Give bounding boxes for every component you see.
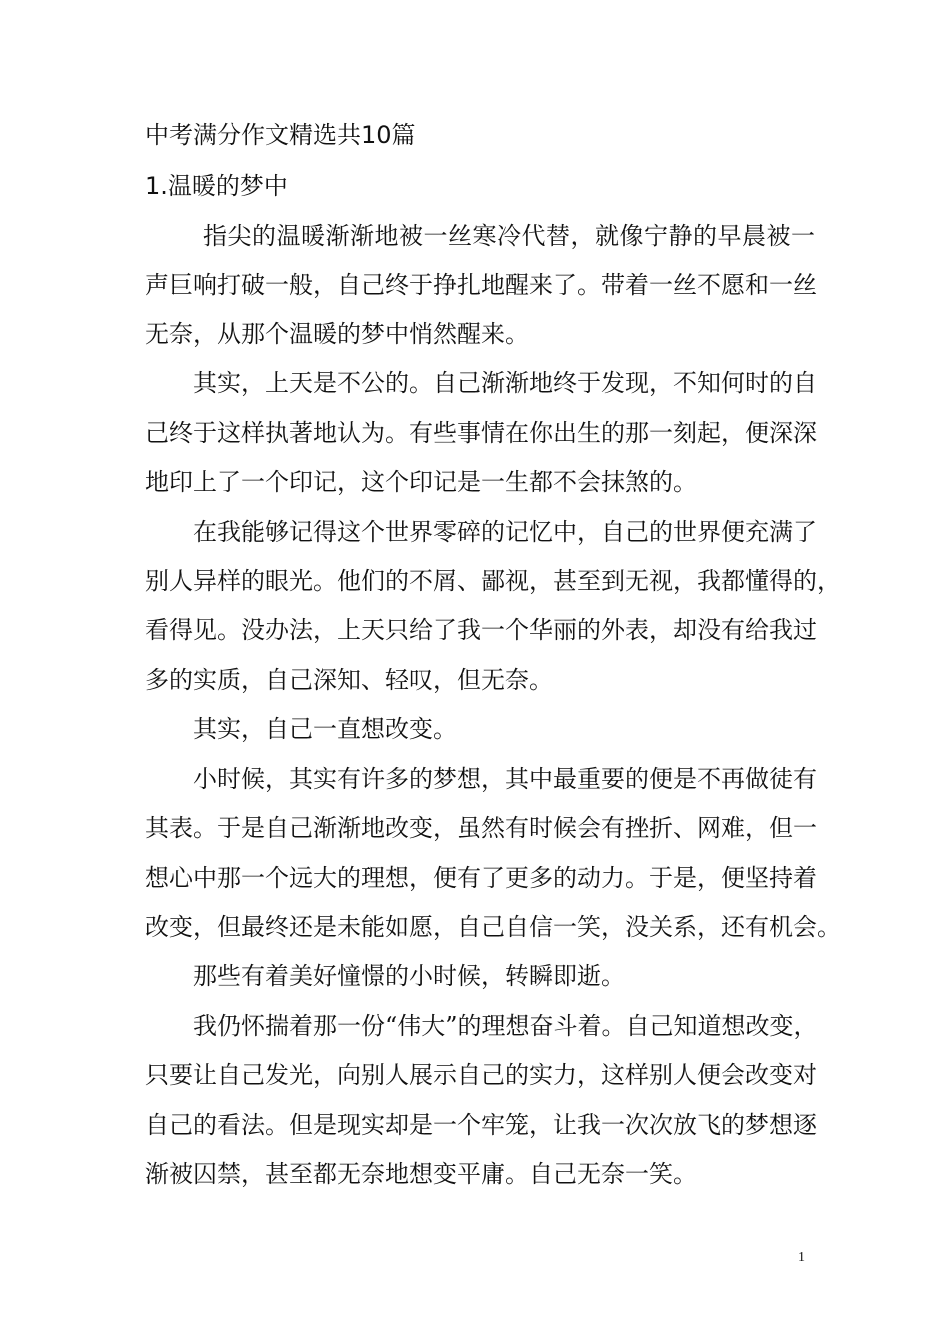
paragraph-line: 渐被囚禁，甚至都无奈地想变平庸。自己无奈一笑。 — [145, 1160, 697, 1188]
paragraph-line: 指尖的温暖渐渐地被一丝寒冷代替，就像宁静的早晨被一 — [203, 222, 815, 250]
paragraph-line: 无奈，从那个温暖的梦中悄然醒来。 — [145, 320, 529, 348]
paragraph-line: 其表。于是自己渐渐地改变，虽然有时候会有挫折、网难，但一 — [145, 814, 817, 842]
paragraph-line: 声巨响打破一般，自己终于挣扎地醒来了。带着一丝不愿和一丝 — [145, 271, 817, 299]
section-heading: 1.温暖的梦中 — [145, 172, 288, 200]
paragraph-line: 想心中那一个远大的理想，便有了更多的动力。于是，便坚持着 — [145, 864, 817, 892]
paragraph-line: 小时候，其实有许多的梦想，其中最重要的便是不再做徒有 — [193, 765, 817, 793]
paragraph-line: 只要让自己发光，向别人展示自己的实力，这样别人便会改变对 — [145, 1061, 817, 1089]
paragraph-line: 其实，自己一直想改变。 — [193, 715, 457, 743]
paragraph-line: 别人异样的眼光。他们的不屑、鄙视，甚至到无视，我都懂得的， — [145, 567, 841, 595]
paragraph-line: 多的实质，自己深知、轻叹，但无奈。 — [145, 666, 553, 694]
paragraph-line: 那些有着美好憧憬的小时候，转瞬即逝。 — [193, 962, 625, 990]
document-title: 中考满分作文精选共10篇 — [145, 121, 416, 149]
paragraph-line: 看得见。没办法，上天只给了我一个华丽的外表，却没有给我过 — [145, 616, 817, 644]
paragraph-line: 己终于这样执著地认为。有些事情在你出生的那一刻起，便深深 — [145, 419, 817, 447]
paragraph-line: 我仍怀揣着那一份“伟大”的理想奋斗着。自己知道想改变， — [193, 1012, 818, 1040]
paragraph-line: 其实，上天是不公的。自己渐渐地终于发现，不知何时的自 — [193, 369, 817, 397]
paragraph-line: 地印上了一个印记，这个印记是一生都不会抹煞的。 — [145, 468, 697, 496]
paragraph-line: 自己的看法。但是现实却是一个牢笼，让我一次次放飞的梦想逐 — [145, 1111, 817, 1139]
paragraph-line: 改变，但最终还是未能如愿，自己自信一笑，没关系，还有机会。 — [145, 913, 841, 941]
page-number: 1 — [798, 1250, 805, 1265]
paragraph-line: 在我能够记得这个世界零碎的记忆中，自己的世界便充满了 — [193, 518, 817, 546]
